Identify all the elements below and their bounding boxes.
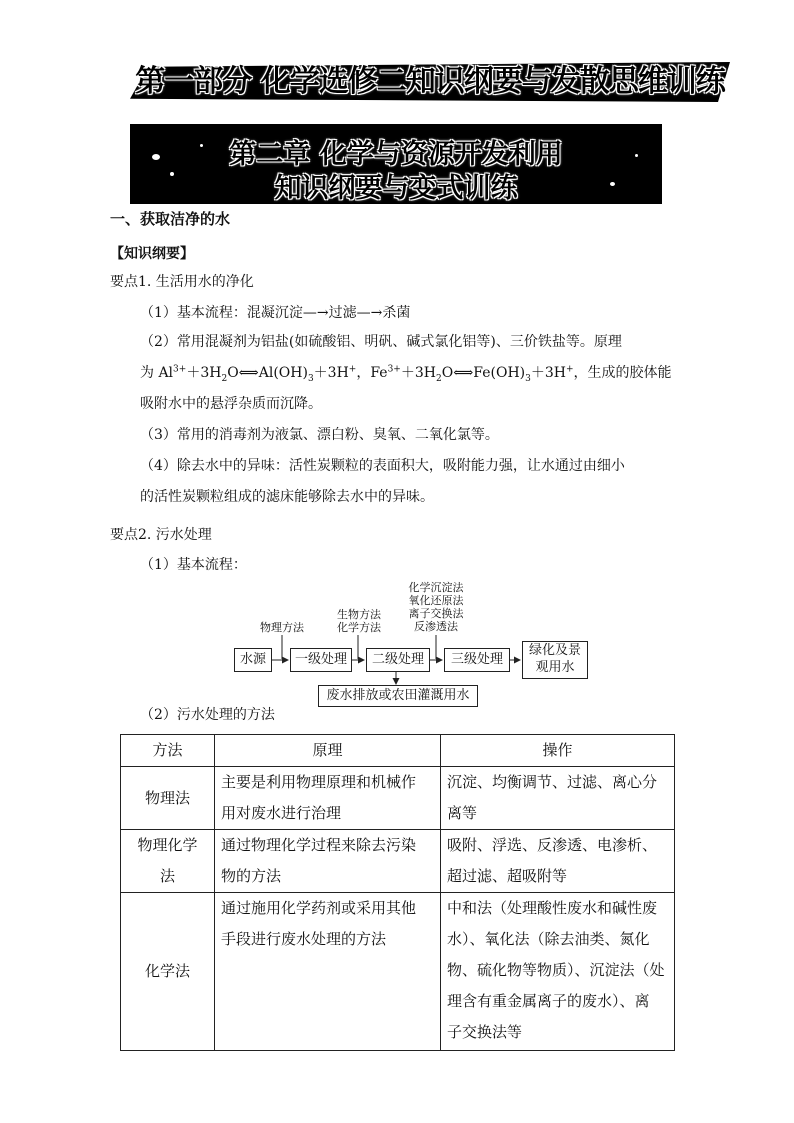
label-line: 化学沉淀法 <box>408 581 464 594</box>
cell-line: 通过施用化学药剂或采用其他 <box>221 899 417 917</box>
text-run: 为 Al <box>140 365 174 381</box>
box-line: 绿化及景 <box>528 643 581 658</box>
label-bio-method <box>332 608 386 634</box>
cell-line: 中和法（处理酸性废水和碱性废 <box>447 899 658 917</box>
cell-principle <box>215 830 441 893</box>
cell-line: 理含有重金属离子的废水）、离 <box>447 992 650 1010</box>
cell-operation <box>441 767 675 830</box>
subscript: 3 <box>307 373 314 384</box>
cell-line: 物理化学 <box>137 836 198 854</box>
cell-line: 物的方法 <box>221 867 282 885</box>
chapter-subtitle: 知识纲要与变式训练 <box>274 173 518 204</box>
cell-operation <box>441 830 675 893</box>
cell-line: 法 <box>159 867 175 885</box>
point1-item2-line1: （2）常用混凝剂为铝盐(如硫酸铝、明矾、碱式氯化铝等)、三价铁盐等。原理 <box>140 334 622 350</box>
cell-principle <box>215 893 441 1051</box>
superscript: + <box>348 364 357 375</box>
cell-line: 用对废水进行治理 <box>221 804 342 822</box>
text-run: O⟺Al(OH) <box>227 365 308 381</box>
superscript: 3+ <box>387 364 401 375</box>
point1-item2-line2 <box>140 358 672 389</box>
text-run: ＋3H <box>313 365 349 381</box>
part-title: 第一部分 化学选修二知识纲要与发散思维训练 <box>135 64 725 99</box>
section-heading: 一、获取洁净的水 <box>110 210 231 228</box>
box-first-treatment: 一级处理 <box>290 648 352 672</box>
cell-line: 化学法 <box>144 962 190 980</box>
cell-line: 手段进行废水处理的方法 <box>221 930 387 948</box>
cell-line: 吸附、浮选、反渗透、电渗析、 <box>447 836 658 854</box>
label-physical-method: 物理方法 <box>260 621 304 634</box>
cell-line: 物理法 <box>144 788 190 807</box>
box-third-treatment: 三级处理 <box>444 648 510 672</box>
chapter-title: 第二章 化学与资源开发利用 <box>229 139 563 170</box>
table-row <box>121 767 675 830</box>
point1-item2-line3: 吸附水中的悬浮杂质而沉降。 <box>140 396 322 412</box>
label-line: 离子交换法 <box>408 607 464 620</box>
label-line: 氧化还原法 <box>408 594 464 607</box>
cell-line: 通过物理化学过程来除去污染 <box>221 836 417 854</box>
text-run: ＋3H <box>400 365 436 381</box>
cell-line: 子交换法等 <box>447 1023 523 1041</box>
text-run: ＋3H <box>530 365 566 381</box>
cell-line: 超过滤、超吸附等 <box>447 867 568 885</box>
superscript: 3+ <box>173 364 187 375</box>
cell-method <box>121 830 215 893</box>
cell-line: 物、硫化物等物质）、沉淀法（处 <box>447 961 665 979</box>
label-chem-methods <box>402 581 470 633</box>
banner-chapter-title <box>130 124 662 204</box>
cell-method <box>121 893 215 1051</box>
box-line: 观用水 <box>535 660 575 675</box>
point2-title: 要点2. 污水处理 <box>110 527 212 543</box>
point2-item2: （2）污水处理的方法 <box>140 707 275 723</box>
label-line: 生物方法 <box>337 608 381 621</box>
cell-principle <box>215 767 441 830</box>
header-operation: 操作 <box>441 735 675 767</box>
subscript: 2 <box>221 373 228 384</box>
point1-item4-line2: 的活性炭颗粒组成的滤床能够除去水中的异味。 <box>140 489 434 505</box>
text-run: O⟺Fe(OH) <box>441 365 526 381</box>
cell-method <box>121 767 215 830</box>
superscript: + <box>565 364 574 375</box>
treatment-methods-table <box>120 734 675 1051</box>
label-line: 反渗透法 <box>414 620 458 633</box>
subscript: 2 <box>435 373 442 384</box>
header-principle: 原理 <box>215 735 441 767</box>
point1-item3: （3）常用的消毒剂为液氯、漂白粉、臭氧、二氧化氯等。 <box>140 427 499 443</box>
wastewater-flow-diagram <box>230 575 600 705</box>
text-run: ，Fe <box>356 365 388 381</box>
cell-line: 主要是利用物理原理和机械作 <box>221 773 417 791</box>
cell-line: 水）、氧化法（除去油类、氮化 <box>447 930 650 948</box>
cell-line: 沉淀、均衡调节、过滤、离心分 <box>447 773 658 791</box>
text-run: ，生成的胶体能 <box>573 365 672 381</box>
box-water-source: 水源 <box>234 648 272 672</box>
text-run: ＋3H <box>186 365 222 381</box>
banner-part-title <box>130 62 730 102</box>
subscript: 3 <box>525 373 531 384</box>
point1-title: 要点1. 生活用水的净化 <box>110 274 254 290</box>
box-discharge: 废水排放或农田灌溉用水 <box>318 685 478 707</box>
table-row <box>121 893 675 1051</box>
box-second-treatment: 二级处理 <box>366 648 430 672</box>
point1-item4-line1: （4）除去水中的异味：活性炭颗粒的表面积大，吸附能力强，让水通过由细小 <box>140 458 625 474</box>
label-line: 化学方法 <box>337 621 381 634</box>
cell-line: 离等 <box>447 804 478 822</box>
outline-label: 【知识纲要】 <box>110 246 194 262</box>
point2-item1: （1）基本流程： <box>140 557 247 573</box>
table-row <box>121 830 675 893</box>
header-method: 方法 <box>121 735 215 767</box>
point1-item1: （1）基本流程：混凝沉淀—→过滤—→杀菌 <box>140 305 411 321</box>
cell-operation <box>441 893 675 1051</box>
box-greening-water <box>522 641 588 679</box>
table-header-row <box>121 735 675 767</box>
